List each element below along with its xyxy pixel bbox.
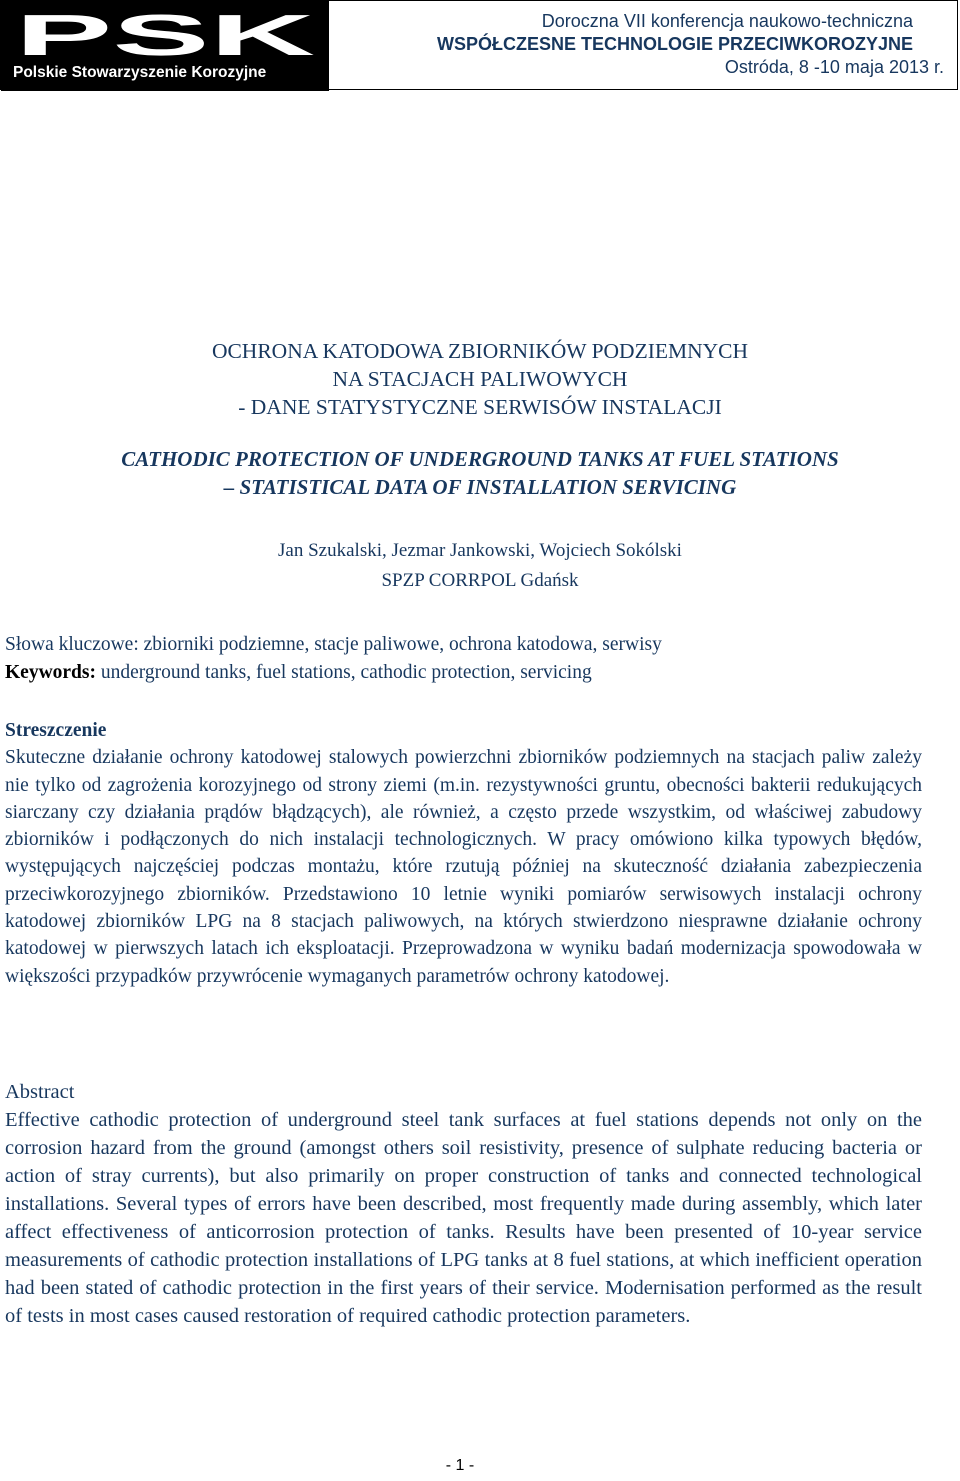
abstract-en-text: Effective cathodic protection of underground steel tank surfaces at fuel stations depends not only on the corrosion hazard from the ground (amongst others soil resistivity, presence of sulphate reducing bacteria or action of stray currents), but also primarily on proper construction of tanks and connected technological installations. Several types of errors have been described, most frequently made during assembly, which later affect effectiveness of anticorrosion protection of tanks. Results have been presented of 10-year service measurements of cathodic protection installations of LPG tanks at 8 fuel stations, at which inefficient operation had been stated of cathodic protection in the first years of their service. Modernisation performed as the result of tests in most cases caused restoration of required cathodic protection parameters. bbox=[5, 1109, 922, 1327]
page-header bbox=[0, 0, 958, 90]
keywords-en-text: underground tanks, fuel stations, cathodic protection, servicing bbox=[96, 662, 592, 683]
keywords-block bbox=[5, 631, 925, 687]
title-en-line: CATHODIC PROTECTION OF UNDERGROUND TANKS AT FUEL STATIONS bbox=[121, 447, 839, 471]
conference-place-date: Ostróda, 8 -10 maja 2013 r. bbox=[724, 57, 944, 77]
title-pl bbox=[0, 337, 960, 421]
paper-titles bbox=[0, 337, 960, 501]
keywords-en bbox=[5, 659, 925, 687]
title-pl-line: OCHRONA KATODOWA ZBIORNIKÓW PODZIEMNYCH bbox=[211, 339, 749, 363]
conference-title: Doroczna VII konferencja naukowo-techniczna bbox=[541, 11, 913, 31]
psk-logo bbox=[1, 1, 329, 91]
title-pl-line: NA STACJACH PALIWOWYCH bbox=[332, 367, 628, 391]
logo-text: PSK bbox=[15, 3, 316, 63]
title-en-line: – STATISTICAL DATA OF INSTALLATION SERVICING bbox=[223, 475, 737, 499]
affiliation: SPZP CORRPOL Gdańsk bbox=[381, 570, 579, 591]
abstract-en bbox=[5, 1078, 922, 1330]
abstract-pl-text: Skuteczne działanie ochrony katodowej stalowych powierzchni zbiorników podziemnych na stacjach paliw zależy nie tylko od zagrożenia korozyjnego od strony ziemi (m.in. rezystywności gruntu, obecności bakterii redukujących siarczany czy działania prądów błądzących), ale również, a często przede wszystkim, od właściwej zabudowy zbiorników i podłączonych do nich instalacji technologicznych. W pracy omówiono kilka typowych błędów, występujących najczęściej podczas montażu, które rzutują później na skuteczność działania zabezpieczenia przeciwkorozyjnego zbiorników. Przedstawiono 10 letnie wyniki pomiarów serwisowych instalacji ochrony katodowej zbiorników LPG na 8 stacjach paliwowych, na których stwierdzono niesprawne działanie ochrony katodowej w pierwszych latach ich eksploatacji. Przeprowadzona w wyniku badań modernizacja spowodowała w większości przypadków przywrócenie wymaganych parametrów ochrony katodowej. bbox=[5, 747, 922, 987]
psk-logo-mark bbox=[1, 1, 329, 63]
title-pl-line: - DANE STATYSTYCZNE SERWISÓW INSTALACJI bbox=[238, 395, 722, 419]
conference-theme: WSPÓŁCZESNE TECHNOLOGIE PRZECIWKOROZYJNE bbox=[436, 34, 913, 54]
page-number: - 1 - bbox=[445, 1457, 475, 1474]
keywords-en-label: Keywords: bbox=[5, 662, 96, 683]
logo-subtitle: Polskie Stowarzyszenie Korozyjne bbox=[13, 64, 267, 81]
authors-block bbox=[0, 536, 960, 596]
authors: Jan Szukalski, Jezmar Jankowski, Wojciech Sokólski bbox=[278, 540, 682, 561]
abstract-pl-heading: Streszczenie bbox=[5, 720, 107, 741]
abstract-en-heading: Abstract bbox=[5, 1081, 75, 1103]
conference-info bbox=[436, 10, 944, 79]
title-en bbox=[0, 445, 960, 501]
abstract-pl bbox=[5, 717, 922, 990]
keywords-pl: Słowa kluczowe: zbiorniki podziemne, stacje paliwowe, ochrona katodowa, serwisy bbox=[5, 634, 662, 655]
